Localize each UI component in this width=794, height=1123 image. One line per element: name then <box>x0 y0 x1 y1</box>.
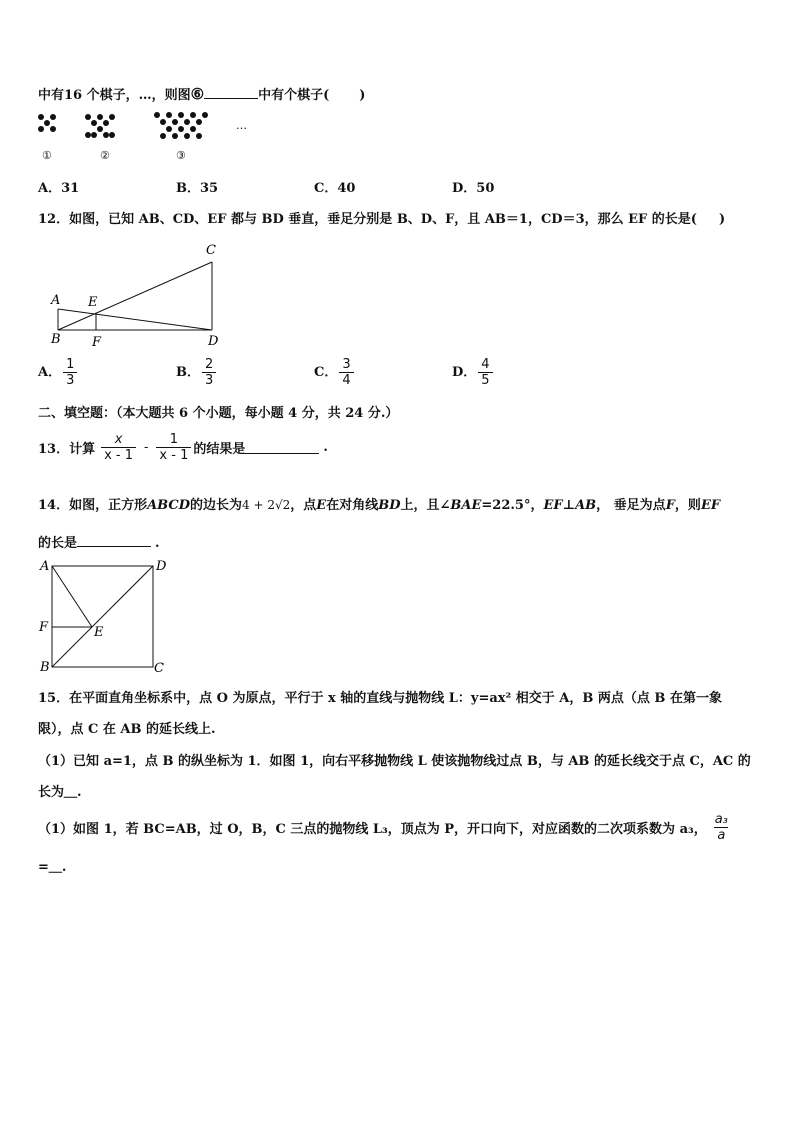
label-a: A <box>51 293 61 308</box>
q11-option-d: D．50 <box>452 181 495 196</box>
q15-line3: （1）已知 a=1，点 B 的纵坐标为 1．如图 1，向右平移抛物线 L 使该抛物线过点 B，与 AB 的延长线交于点 C，AC 的 <box>38 754 751 769</box>
q14-stem-line2: 的长是 . <box>38 536 160 551</box>
q12-stem <box>38 208 725 227</box>
label-c: C <box>206 243 216 258</box>
q15-line4: 长为＿. <box>38 785 82 800</box>
q12-option-d: D． $\frac{4}{5}$ <box>452 357 495 388</box>
q12-option-c: C． $\frac{3}{4}$ <box>314 357 356 388</box>
dots-ellipsis: … <box>236 119 247 132</box>
q13-stem: 13．计算 $\frac{x}{x - 1}$ - $\frac{1}{x - 1}$ 的结果是 . <box>38 432 328 463</box>
q11-stem-close: ) <box>359 88 366 103</box>
q11-option-c: C．40 <box>314 181 356 196</box>
label-f: F <box>92 335 102 350</box>
dot-figure-2 <box>85 114 125 138</box>
q14-stem: 14．如图，正方形ABCD的边长为4 + 2√2，点E在对角线BD上，且∠BAE=22.5°，EF⊥AB， 垂足为点F，则EF <box>38 498 721 513</box>
fig-label-1: ① <box>42 149 52 162</box>
q15-line1: 15．在平面直角坐标系中，点 O 为原点，平行于 x 轴的直线与抛物线 L：y=ax² 相交于 A，B 两点（点 B 在第一象 <box>38 691 722 706</box>
q12-stem-close: ) <box>718 212 726 227</box>
q11-stem <box>38 84 365 103</box>
label-d: D <box>156 559 167 574</box>
q12-triangle-figure <box>40 238 240 350</box>
answer-blank <box>245 441 319 454</box>
circled-number: ⑥ <box>190 85 205 103</box>
answer-blank <box>77 534 151 547</box>
answer-blank <box>204 86 258 99</box>
q11-stem-part2: 中有个棋子( <box>258 88 330 103</box>
section-heading: 二、填空题：（本大题共 6 个小题，每小题 4 分，共 24 分.） <box>38 406 399 421</box>
q12-option-b: B． $\frac{2}{3}$ <box>176 357 218 388</box>
q15-line5: （1）如图 1，若 BC=AB，过 O，B，C 三点的抛物线 L₃，顶点为 P，开口向下，对应函数的二次项系数为 a₃， $\frac{\text{a₃}}{a}$ <box>38 812 728 843</box>
q14-square-figure <box>36 558 171 678</box>
fig-label-2: ② <box>100 149 110 162</box>
label-e: E <box>88 295 98 310</box>
label-e: E <box>94 625 104 640</box>
q11-option-b: B．35 <box>176 181 219 196</box>
label-d: D <box>208 334 219 349</box>
label-b: B <box>51 332 61 347</box>
label-f: F <box>39 620 49 635</box>
dot-figure-1 <box>38 114 58 134</box>
q15-line6: =＿. <box>38 860 67 875</box>
q11-option-a: A．31 <box>38 181 80 196</box>
q15-line2: 限），点 C 在 AB 的延长线上. <box>38 722 216 737</box>
q11-stem-part1: 中有16 个棋子，…，则图 <box>38 88 191 103</box>
label-b: B <box>40 660 50 675</box>
q12-stem-text: 12．如图，已知 AB、CD、EF 都与 BD 垂直，垂足分别是 B、D、F，且 AB＝1，CD＝3，那么 EF 的长是( <box>38 212 697 227</box>
label-a: A <box>40 559 50 574</box>
label-c: C <box>154 661 164 676</box>
q12-option-a: A． $\frac{1}{3}$ <box>38 357 79 388</box>
fig-label-3: ③ <box>176 149 186 162</box>
dot-figure-3 <box>154 112 214 142</box>
